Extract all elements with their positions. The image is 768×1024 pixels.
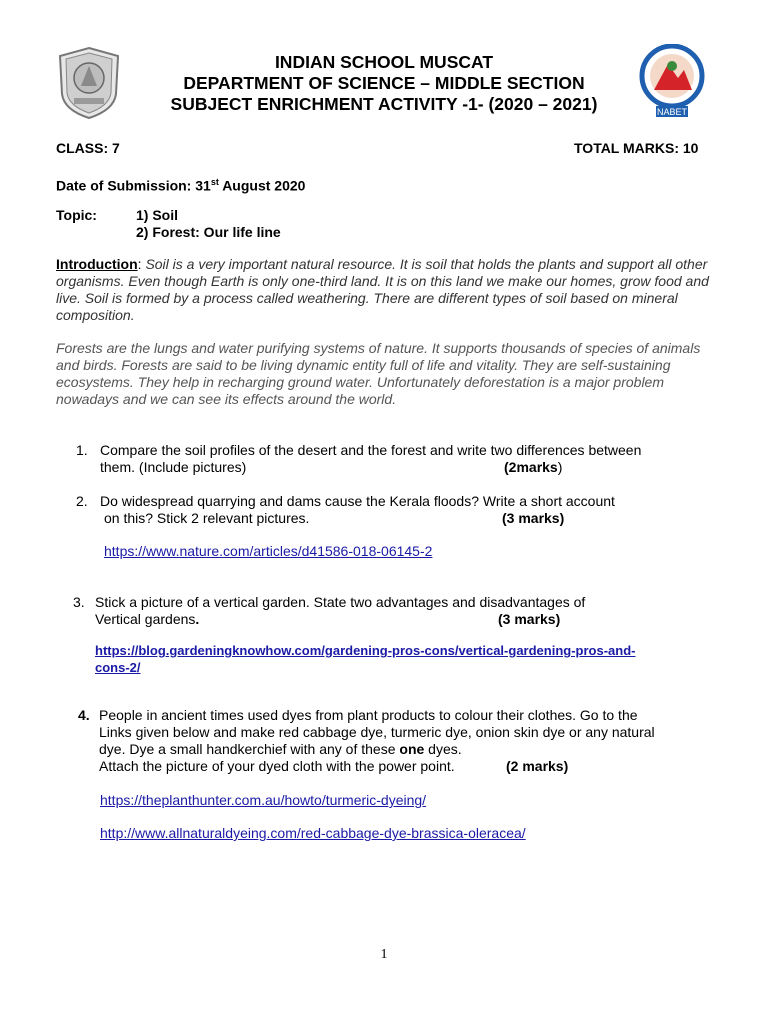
school-name: INDIAN SCHOOL MUSCAT xyxy=(274,52,494,72)
q3-line1: Stick a picture of a vertical garden. State two advantages and disadvantages of xyxy=(95,594,586,610)
q3-line2 xyxy=(95,611,199,628)
q1-marks-b: marks xyxy=(516,459,558,475)
q3-link-line2[interactable]: cons-2/ xyxy=(95,660,141,675)
q3-link-line1[interactable]: https://blog.gardeningknowhow.com/gardening-pros-cons/vertical-gardening-pros-and- xyxy=(95,643,636,658)
q4-line1: People in ancient times used dyes from plant products to colour their clothes. Go to the xyxy=(99,707,638,723)
q4-line4: Attach the picture of your dyed cloth with the power point. xyxy=(99,758,455,774)
q4-marks: (2 marks) xyxy=(506,758,569,774)
q1-marks-a: (2 xyxy=(504,459,517,475)
q1-line2: them. (Include pictures) xyxy=(100,459,247,475)
submission-prefix: Date of Submission: 31 xyxy=(56,177,211,194)
introduction-colon: : xyxy=(137,256,146,272)
q4-link2[interactable] xyxy=(100,825,526,842)
q1-line1: Compare the soil profiles of the desert and the forest and write two differences between xyxy=(100,442,642,458)
topic-1: 1) Soil xyxy=(136,207,179,223)
q1-number: 1. xyxy=(76,442,88,458)
topic-label: Topic: xyxy=(56,207,97,223)
submission-sup: st xyxy=(210,177,219,187)
forest-paragraph: Forests are the lungs and water purifying systems of nature. It supports thousands of species of animals and birds. Forests are said to be living dynamic entity full of life and vitality. They are self-sustaining ecosystems. They help in recharging ground water. Unfortunately deforestation is a major problem nowadays and we can see its effects around the world. xyxy=(56,340,701,407)
q1-marks xyxy=(504,459,562,476)
page-number: 1 xyxy=(380,947,388,962)
q2-marks: (3 marks) xyxy=(502,510,565,526)
introduction-paragraph xyxy=(56,256,716,324)
activity-title: SUBJECT ENRICHMENT ACTIVITY -1- (2020 – 2021) xyxy=(170,94,598,114)
q2-number: 2. xyxy=(76,493,88,509)
q3-line2-text: Vertical gardens xyxy=(95,611,196,627)
submission-suffix: August 2020 xyxy=(218,177,306,194)
q4-line3-one: one xyxy=(399,741,425,757)
topic-2: 2) Forest: Our life line xyxy=(136,224,281,240)
q4-line2: Links given below and make red cabbage dye, turmeric dye, onion skin dye or any natural xyxy=(99,724,655,740)
q4-line3 xyxy=(99,741,462,758)
q4-link2-text[interactable]: http://www.allnaturaldyeing.com/red-cabbage-dye-brassica-oleracea/ xyxy=(100,825,526,841)
q4-link1[interactable] xyxy=(100,792,426,809)
q4-line3-text: dye. Dye a small handkerchief with any of these xyxy=(99,741,400,757)
q3-link[interactable] xyxy=(95,642,635,676)
q3-line2-period: . xyxy=(195,611,200,627)
q2-link[interactable] xyxy=(104,543,432,560)
q1-marks-c: ) xyxy=(557,459,563,475)
q2-line2: on this? Stick 2 relevant pictures. xyxy=(104,510,310,526)
introduction-label: Introduction xyxy=(56,256,138,272)
submission-date xyxy=(56,174,305,195)
q2-line1: Do widespread quarrying and dams cause the Kerala floods? Write a short account xyxy=(100,493,615,509)
introduction-text: Soil is a very important natural resource. It is soil that holds the plants and support all other organisms. Even though Earth is only one-third land. It is on this land we make our homes, grow food and live. Soil is formed by a process called weathering. There are different types of soil based on mineral composition. xyxy=(56,256,709,323)
q4-line3-end: dyes. xyxy=(424,741,462,757)
total-marks-label: TOTAL MARKS: 10 xyxy=(574,140,699,156)
q2-link-text[interactable]: https://www.nature.com/articles/d41586-018-06145-2 xyxy=(104,543,433,559)
nabet-label: NABET xyxy=(656,107,688,117)
q3-number: 3. xyxy=(73,594,85,610)
q4-number: 4. xyxy=(78,707,90,723)
class-label: CLASS: 7 xyxy=(56,140,120,156)
department-name: DEPARTMENT OF SCIENCE – MIDDLE SECTION xyxy=(183,73,585,93)
q3-marks: (3 marks) xyxy=(498,611,561,627)
q4-link1-text[interactable]: https://theplanthunter.com.au/howto/turmeric-dyeing/ xyxy=(100,792,427,808)
document-header xyxy=(0,52,768,115)
